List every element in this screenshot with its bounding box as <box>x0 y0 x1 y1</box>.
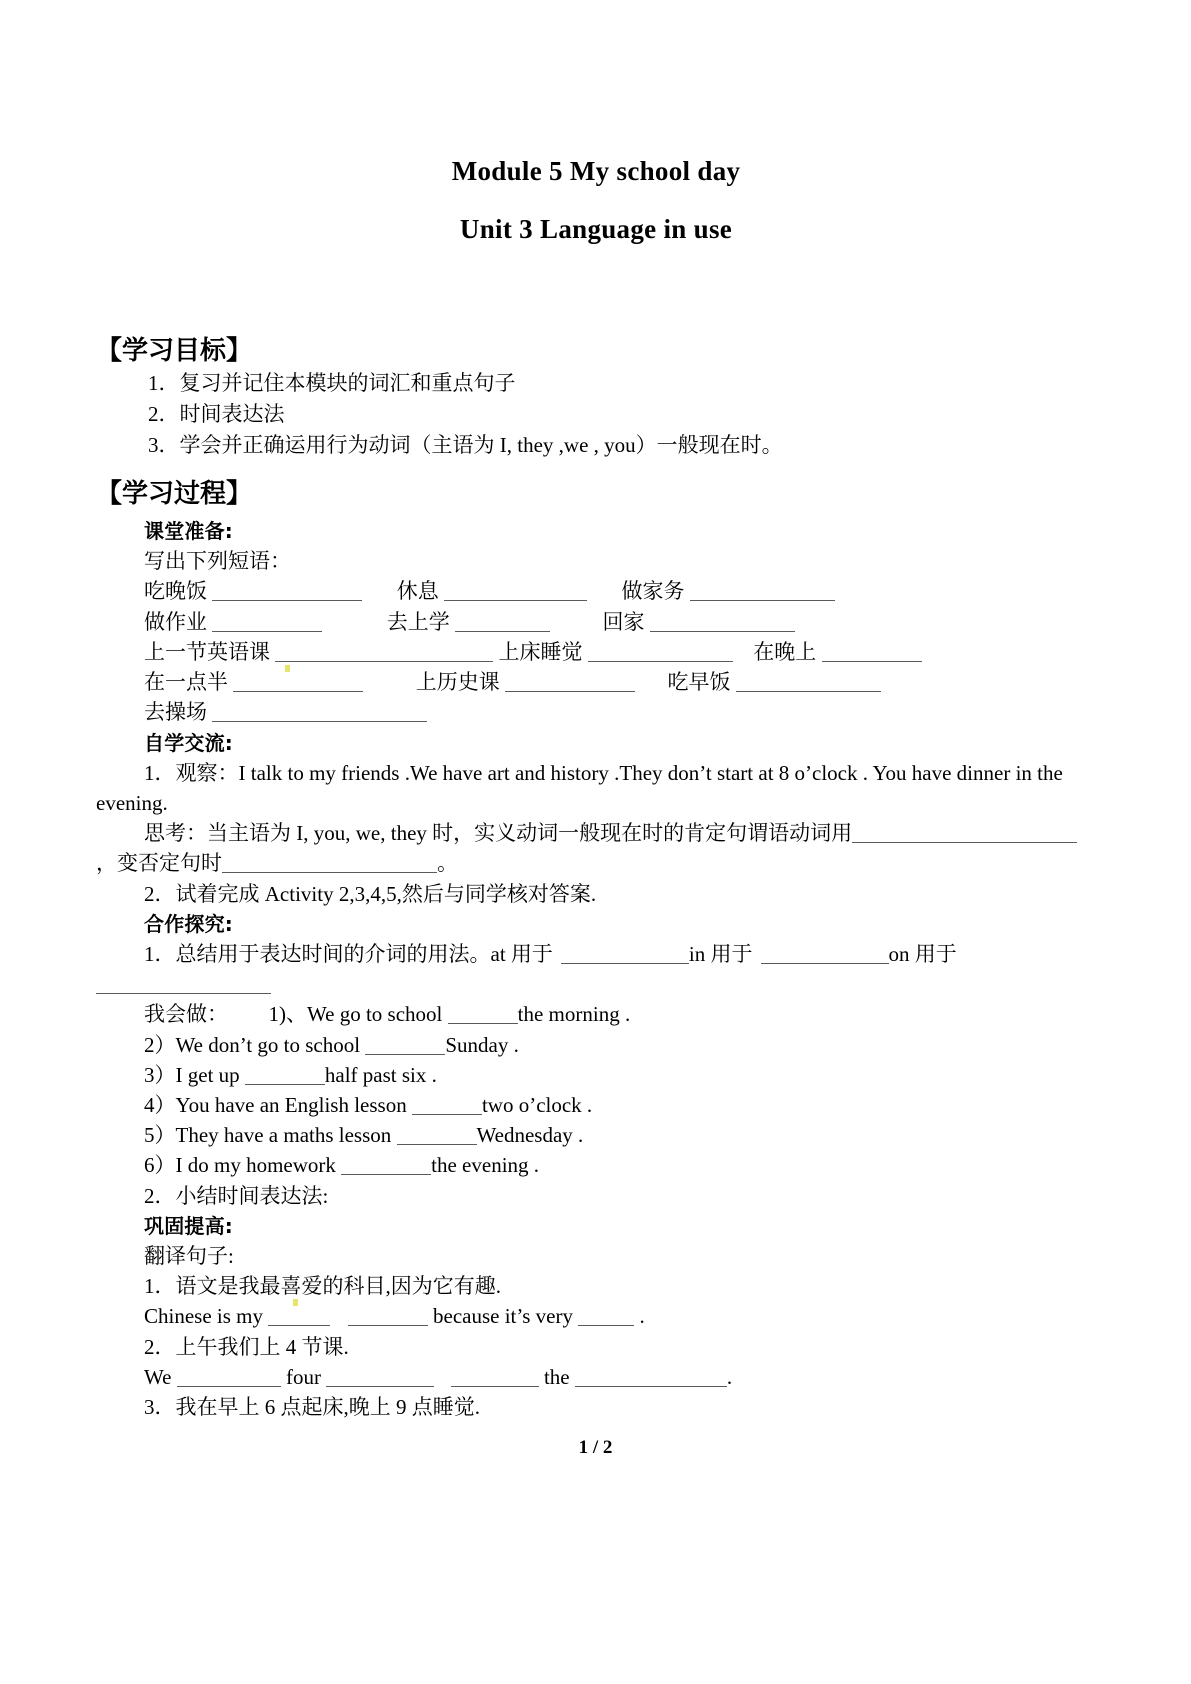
phrase-row <box>96 637 1096 667</box>
phrase-blank[interactable] <box>822 644 922 662</box>
question-number: 3） <box>144 1062 176 1087</box>
page-title: Module 5 My school day <box>451 156 741 186</box>
translate-question-2-cn: 2．上午我们上 4 节课. <box>144 1334 349 1359</box>
practice-row <box>96 1090 1096 1120</box>
page-subtitle: Unit 3 Language in use <box>459 214 733 244</box>
subsection-heading-selfstudy: 自学交流: <box>144 730 233 755</box>
phrase-label: 做作业 <box>144 609 207 634</box>
phrase-blank[interactable] <box>736 674 881 692</box>
preposition-text-at: 1．总结用于表达时间的介词的用法。at 用于 <box>144 941 553 966</box>
question-number: 5） <box>144 1123 176 1148</box>
question-text-before: I get up <box>175 1062 240 1087</box>
answer-blank[interactable] <box>451 1369 539 1387</box>
preposition-blank-on[interactable] <box>96 976 271 994</box>
preposition-text-on: on 用于 <box>888 941 957 966</box>
page-footer: 1 / 2 <box>578 1437 613 1458</box>
phrase-blank[interactable] <box>650 614 795 632</box>
title-block <box>96 0 1096 243</box>
phrase-blank[interactable] <box>588 644 733 662</box>
answer-text-c: . <box>639 1304 645 1329</box>
phrase-blank[interactable] <box>505 674 635 692</box>
preposition-blank-in[interactable] <box>761 946 889 964</box>
translate-question-1-cn: 1．语文是我最喜爱的科目,因为它有趣. <box>144 1274 501 1299</box>
answer-blank[interactable] <box>578 1308 634 1326</box>
question-blank[interactable] <box>412 1097 482 1115</box>
objective-item: 2．时间表达法 <box>148 401 285 426</box>
practice-row <box>96 1120 1096 1150</box>
subsection-heading-cooperate: 合作探究: <box>144 911 233 936</box>
think-blank-1b[interactable] <box>967 825 1077 843</box>
answer-blank[interactable] <box>326 1369 434 1387</box>
question-text-after: Sunday . <box>445 1032 519 1057</box>
section-heading-objectives: 【学习目标】 <box>96 336 253 366</box>
phrase-blank[interactable] <box>212 583 362 601</box>
think-blank-1[interactable] <box>852 825 967 843</box>
preposition-text-in: in 用于 <box>688 941 753 966</box>
document-body <box>96 0 1096 1422</box>
selfstudy-item2: 2．试着完成 Activity 2,3,4,5,然后与同学核对答案. <box>144 881 597 906</box>
answer-blank[interactable] <box>348 1308 428 1326</box>
preposition-blank-at[interactable] <box>561 946 689 964</box>
answer-text-b: because it’s very <box>433 1304 573 1329</box>
answer-text-a: Chinese is my <box>144 1304 263 1329</box>
phrase-blank[interactable] <box>212 614 322 632</box>
question-blank[interactable] <box>245 1067 325 1085</box>
answer-text-b: four <box>285 1364 321 1389</box>
observe-block <box>96 758 1096 818</box>
question-text-before: They have a maths lesson <box>175 1123 392 1148</box>
objective-item: 3．学会并正确运用行为动词（主语为 I, they ,we , you）一般现在时。 <box>148 432 783 457</box>
objective-item: 1．复习并记住本模块的词汇和重点句子 <box>148 370 516 395</box>
cooperate-item2: 2．小结时间表达法: <box>144 1183 329 1208</box>
phrase-label: 回家 <box>602 609 645 634</box>
preposition-summary <box>96 939 1096 999</box>
consolidate-instruction: 翻译句子: <box>144 1243 234 1268</box>
question-text-before: You have an English lesson <box>175 1092 407 1117</box>
question-text-after: the morning . <box>517 1002 631 1027</box>
answer-text-a: We <box>144 1364 172 1389</box>
question-text-before: We don’t go to school <box>175 1032 361 1057</box>
question-blank[interactable] <box>448 1006 518 1024</box>
practice-row <box>96 1060 1096 1090</box>
question-text-before: I do my homework <box>175 1153 336 1178</box>
question-text-before: We go to school <box>307 1002 443 1027</box>
subsection-heading-prepare: 课堂准备: <box>144 519 233 544</box>
observe-text: I talk to my friends .We have art and history .They don’t start at 8 o’clock . You have dinner in the evening. <box>96 760 1063 815</box>
phrase-blank[interactable] <box>455 614 550 632</box>
phrase-blank[interactable] <box>233 674 363 692</box>
section-heading-process: 【学习过程】 <box>96 478 253 509</box>
phrase-row <box>96 607 1096 637</box>
answer-text-c: the <box>543 1364 570 1389</box>
think-block <box>96 818 1096 878</box>
question-text-after: two o’clock . <box>481 1092 593 1117</box>
answer-blank[interactable] <box>575 1369 727 1387</box>
phrase-label: 上历史课 <box>415 670 500 695</box>
phrase-label: 上床睡觉 <box>498 639 583 664</box>
phrase-blank[interactable] <box>212 704 427 722</box>
think-text-3: 。 <box>437 851 458 876</box>
practice-row <box>96 1030 1096 1060</box>
phrase-label: 在一点半 <box>144 670 228 695</box>
answer-blank[interactable] <box>177 1369 281 1387</box>
prepare-instruction: 写出下列短语： <box>144 549 291 574</box>
phrase-label: 吃早饭 <box>667 670 731 695</box>
phrase-label: 做家务 <box>621 579 685 604</box>
phrase-blank[interactable] <box>444 583 587 601</box>
phrase-label: 吃晚饭 <box>144 579 207 604</box>
phrase-row <box>96 697 1096 727</box>
practice-label: 我会做： <box>144 1002 228 1027</box>
phrase-label: 在晚上 <box>753 639 817 664</box>
phrase-label: 上一节英语课 <box>144 639 270 664</box>
subsection-heading-consolidate: 巩固提高: <box>144 1213 233 1238</box>
question-number: 6） <box>144 1153 176 1178</box>
answer-text-d: . <box>726 1364 733 1389</box>
question-number: 1)、 <box>268 1002 307 1027</box>
question-number: 4） <box>144 1092 176 1117</box>
question-text-after: the evening . <box>431 1153 540 1178</box>
phrase-row <box>96 576 1096 606</box>
practice-row <box>96 1150 1096 1180</box>
phrase-label: 去操场 <box>144 700 207 725</box>
question-blank[interactable] <box>341 1157 431 1175</box>
question-number: 2） <box>144 1032 176 1057</box>
phrase-label: 去上学 <box>386 609 450 634</box>
phrase-blank[interactable] <box>690 583 835 601</box>
observe-label: 1．观察： <box>144 760 239 785</box>
question-text-after: Wednesday . <box>476 1123 584 1148</box>
phrase-blank[interactable] <box>275 644 493 662</box>
question-blank[interactable] <box>365 1037 445 1055</box>
question-blank[interactable] <box>397 1127 477 1145</box>
translate-answer-1-en <box>96 1301 1096 1331</box>
think-text-2: ，变否定句时 <box>96 851 222 876</box>
translate-question-3-cn: 3．我在早上 6 点起床,晚上 9 点睡觉. <box>144 1395 480 1420</box>
think-text-1: 当主语为 I, you, we, they 时，实义动词一般现在时的肯定句谓语动词用 <box>207 821 853 846</box>
think-label: 思考： <box>144 821 207 846</box>
question-text-after: half past six . <box>324 1062 437 1087</box>
answer-blank[interactable] <box>268 1308 330 1326</box>
think-blank-2[interactable] <box>222 855 437 873</box>
translate-answer-2-en <box>96 1362 1096 1392</box>
phrase-row <box>96 667 1096 697</box>
phrase-label: 休息 <box>396 579 439 604</box>
practice-row <box>96 999 1096 1029</box>
